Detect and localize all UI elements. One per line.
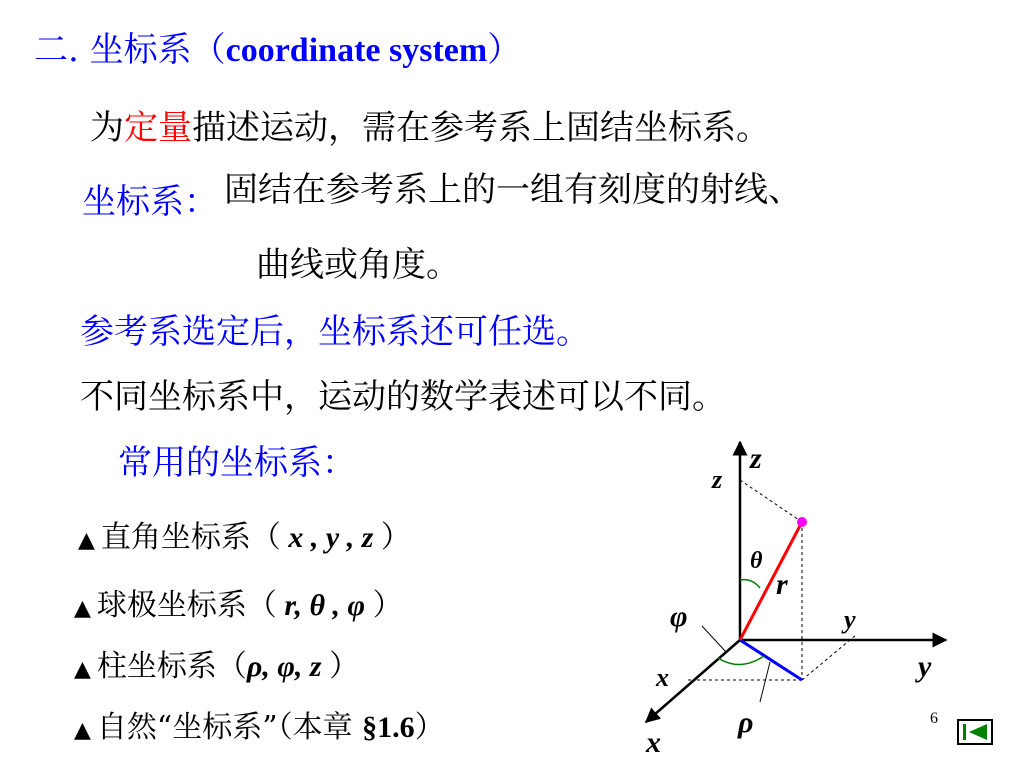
line-4: 参考系选定后，坐标系还可任选。 bbox=[80, 312, 590, 352]
bullet-spherical bbox=[74, 580, 403, 624]
bullet-cylindrical-label: 柱坐标系（ bbox=[96, 649, 247, 684]
bullet-cylindrical bbox=[74, 641, 359, 685]
y-projection-label: y bbox=[844, 605, 856, 634]
title-en: coordinate system bbox=[225, 32, 488, 69]
line-1 bbox=[90, 100, 770, 149]
bullet-natural-close: ） bbox=[414, 710, 445, 745]
definition-label: 坐标系： bbox=[82, 182, 218, 222]
line-1-emphasis: 定量 bbox=[124, 108, 192, 148]
rho-label: ρ bbox=[738, 706, 754, 739]
definition-text: 固结在参考系上的一组有刻度的射线、 bbox=[224, 170, 802, 210]
triangle-icon: ▲ bbox=[78, 528, 95, 553]
bullet-cartesian-math: x , y , z bbox=[280, 521, 381, 554]
rho-segment bbox=[740, 640, 802, 680]
bullet-cartesian bbox=[78, 512, 411, 556]
z-axis-label-side: z bbox=[712, 465, 723, 494]
triangle-icon: ▲ bbox=[74, 657, 91, 682]
phi-arc bbox=[718, 656, 764, 665]
triangle-icon: ▲ bbox=[74, 596, 91, 621]
line-3: 曲线或角度。 bbox=[256, 245, 460, 285]
theta-label: θ bbox=[750, 548, 763, 574]
line-5: 不同坐标系中，运动的数学表述可以不同。 bbox=[80, 377, 726, 417]
rho-leader bbox=[760, 662, 770, 702]
bullet-cartesian-label: 直角坐标系（ bbox=[100, 520, 281, 555]
bullet-spherical-close: ） bbox=[372, 588, 403, 623]
page-number: 6 bbox=[930, 710, 938, 727]
slide-title bbox=[34, 22, 521, 71]
title-close: ） bbox=[487, 30, 522, 70]
radius-label: r bbox=[776, 568, 788, 601]
bullet-cartesian-close: ） bbox=[380, 520, 411, 555]
z-axis-label-top: z bbox=[750, 442, 762, 475]
theta-arc bbox=[740, 580, 760, 588]
x-projection-label: x bbox=[656, 663, 669, 692]
line-2 bbox=[82, 162, 802, 222]
bullet-natural bbox=[74, 702, 445, 746]
title-number: 二. bbox=[34, 30, 79, 70]
navigation-button-icon bbox=[959, 721, 991, 743]
x-axis-label: x bbox=[646, 726, 661, 759]
triangle-icon: ▲ bbox=[74, 718, 91, 743]
line-1-c: 描述运动，需在参考系上固结坐标系。 bbox=[192, 108, 770, 148]
line-1-a: 为 bbox=[90, 108, 124, 148]
bullet-cylindrical-math: ρ, φ, z bbox=[246, 650, 330, 683]
title-cn: 坐标系（ bbox=[89, 30, 226, 70]
phi-label: φ bbox=[670, 600, 688, 633]
bullet-natural-section: §1.6 bbox=[362, 711, 415, 744]
bullet-cylindrical-close: ） bbox=[329, 649, 360, 684]
point-marker bbox=[797, 517, 807, 527]
bullet-spherical-math: r, θ , φ bbox=[276, 589, 373, 622]
navigation-button[interactable] bbox=[957, 719, 993, 745]
y-axis-label: y bbox=[918, 650, 932, 683]
line-6: 常用的坐标系： bbox=[118, 443, 356, 483]
bullet-spherical-label: 球极坐标系（ bbox=[96, 588, 277, 623]
phi-leader bbox=[702, 626, 726, 652]
bullet-natural-label: 自然“坐标系”（本章 bbox=[96, 710, 363, 745]
coordinate-diagram bbox=[600, 430, 1024, 768]
